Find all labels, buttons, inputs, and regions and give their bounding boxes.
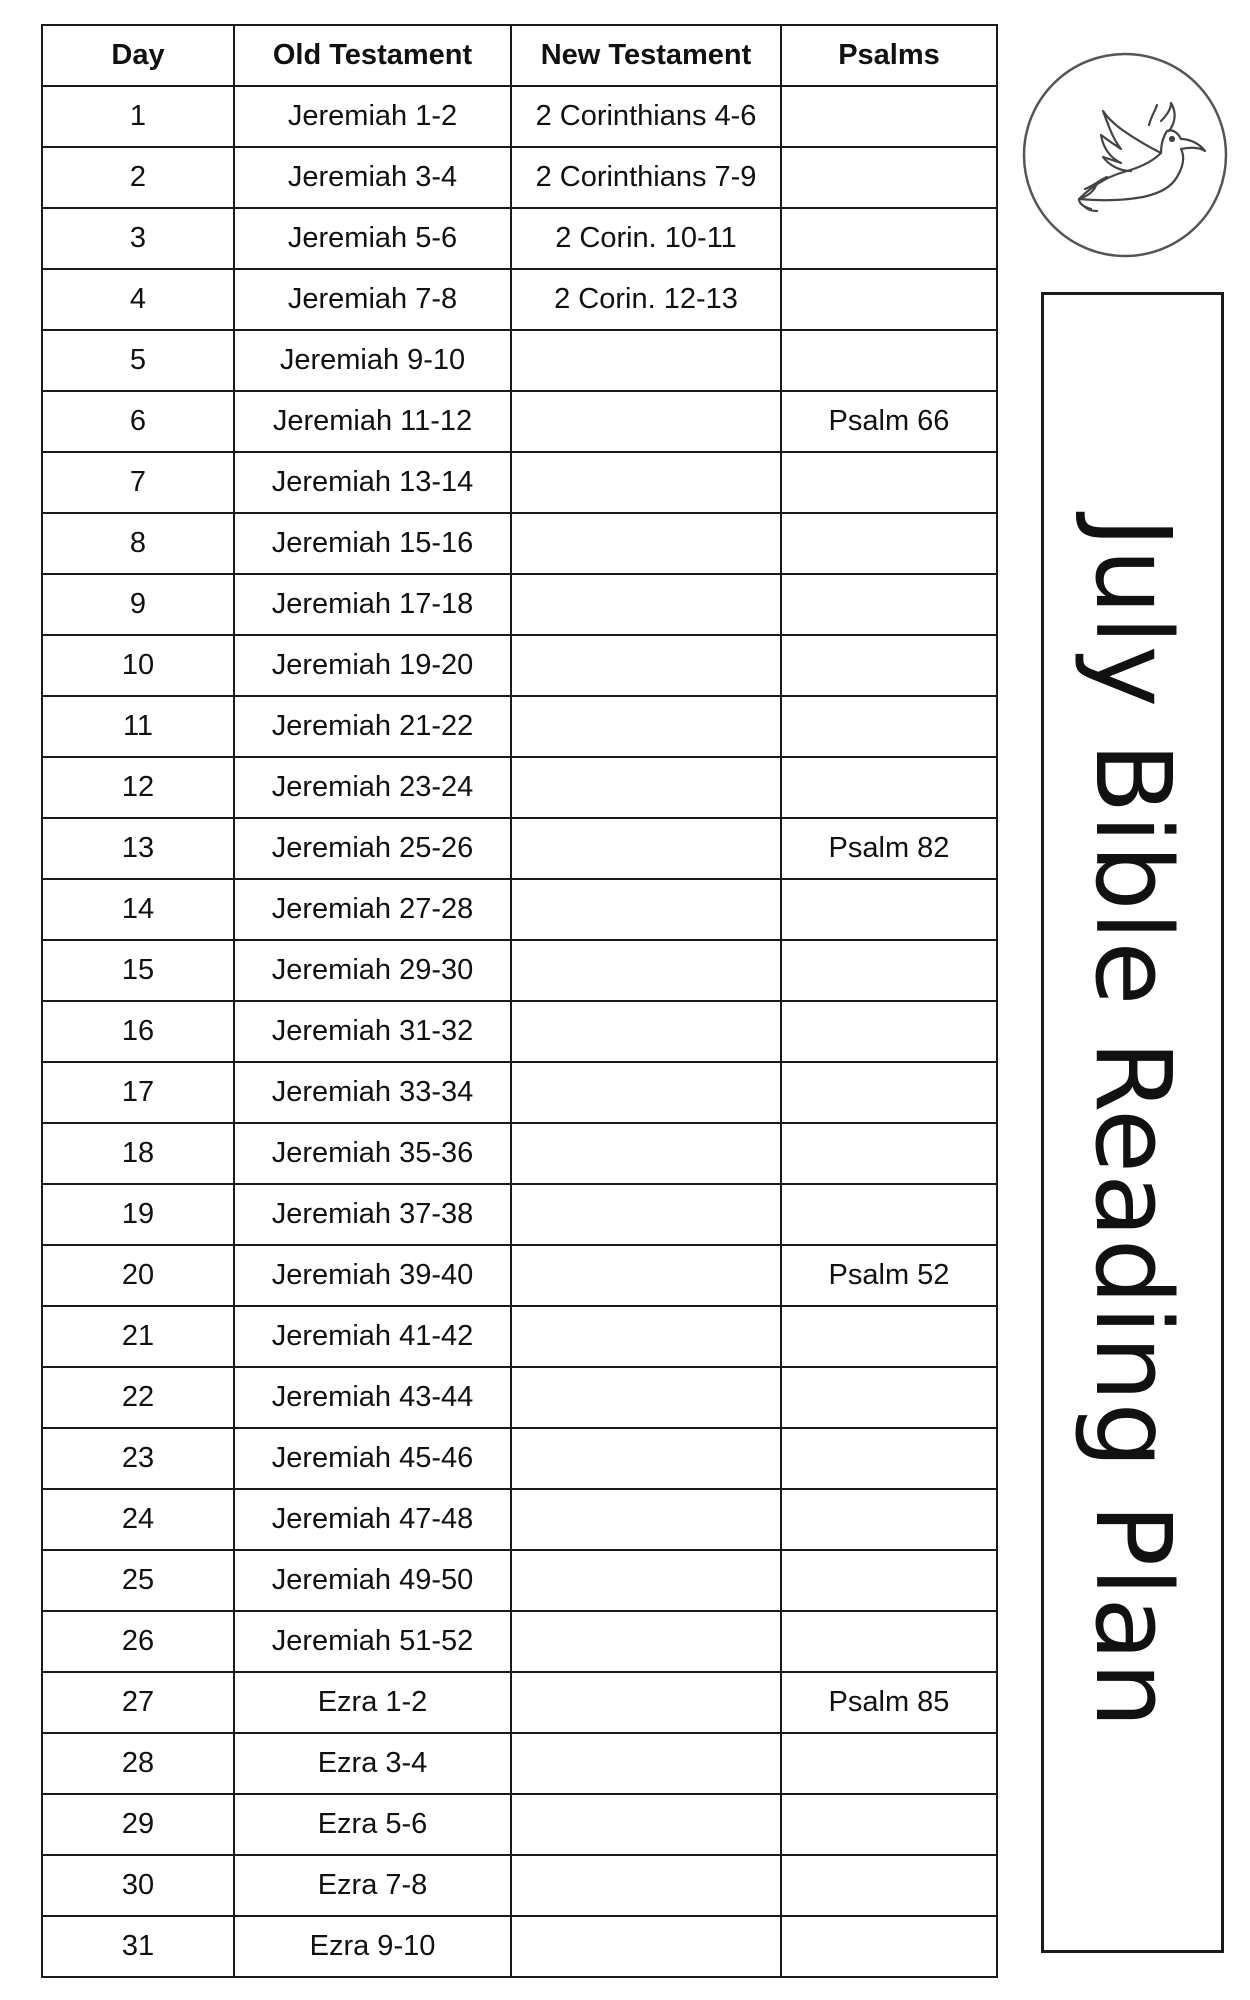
cell-psalms: Psalm 52 — [781, 1245, 997, 1306]
table-row — [42, 1855, 997, 1916]
cell-psalms — [781, 513, 997, 574]
cell-day: 1 — [42, 86, 234, 147]
table-row — [42, 940, 997, 1001]
cell-new-testament — [511, 1489, 781, 1550]
table-row — [42, 1062, 997, 1123]
cell-psalms — [781, 757, 997, 818]
reading-plan-table — [41, 24, 998, 1978]
cell-day: 10 — [42, 635, 234, 696]
cell-new-testament — [511, 1611, 781, 1672]
cell-psalms — [781, 1855, 997, 1916]
cell-psalms: Psalm 82 — [781, 818, 997, 879]
cell-psalms — [781, 635, 997, 696]
cell-day: 24 — [42, 1489, 234, 1550]
cell-old-testament: Jeremiah 37-38 — [234, 1184, 511, 1245]
table-row — [42, 574, 997, 635]
cell-new-testament — [511, 1123, 781, 1184]
table-row — [42, 635, 997, 696]
cell-psalms — [781, 879, 997, 940]
cell-old-testament: Ezra 5-6 — [234, 1794, 511, 1855]
cell-day: 17 — [42, 1062, 234, 1123]
cell-new-testament — [511, 1794, 781, 1855]
cell-new-testament — [511, 1855, 781, 1916]
cell-old-testament: Jeremiah 43-44 — [234, 1367, 511, 1428]
cell-new-testament — [511, 1184, 781, 1245]
cell-new-testament — [511, 1062, 781, 1123]
cell-psalms — [781, 1367, 997, 1428]
cell-new-testament: 2 Corin. 12-13 — [511, 269, 781, 330]
cell-psalms — [781, 86, 997, 147]
table-row — [42, 1489, 997, 1550]
header-new-testament: New Testament — [511, 25, 781, 86]
cell-old-testament: Ezra 7-8 — [234, 1855, 511, 1916]
cell-day: 20 — [42, 1245, 234, 1306]
cell-new-testament: 2 Corin. 10-11 — [511, 208, 781, 269]
cell-old-testament: Jeremiah 1-2 — [234, 86, 511, 147]
cell-psalms — [781, 1550, 997, 1611]
header-old-testament: Old Testament — [234, 25, 511, 86]
cell-day: 4 — [42, 269, 234, 330]
table-row — [42, 330, 997, 391]
cell-new-testament — [511, 757, 781, 818]
table-body — [42, 86, 997, 1977]
table-row — [42, 757, 997, 818]
cell-old-testament: Jeremiah 13-14 — [234, 452, 511, 513]
header-day: Day — [42, 25, 234, 86]
cell-day: 6 — [42, 391, 234, 452]
table-row — [42, 513, 997, 574]
cell-old-testament: Jeremiah 9-10 — [234, 330, 511, 391]
table-row — [42, 452, 997, 513]
table-row — [42, 1550, 997, 1611]
table-row — [42, 879, 997, 940]
table-row — [42, 1794, 997, 1855]
cell-new-testament — [511, 1672, 781, 1733]
table-row — [42, 1672, 997, 1733]
cell-day: 25 — [42, 1550, 234, 1611]
cell-day: 16 — [42, 1001, 234, 1062]
cell-old-testament: Jeremiah 3-4 — [234, 147, 511, 208]
cell-day: 5 — [42, 330, 234, 391]
cell-day: 26 — [42, 1611, 234, 1672]
cell-new-testament — [511, 635, 781, 696]
cell-new-testament — [511, 574, 781, 635]
cell-psalms — [781, 269, 997, 330]
cell-psalms: Psalm 85 — [781, 1672, 997, 1733]
cell-day: 18 — [42, 1123, 234, 1184]
cell-old-testament: Ezra 3-4 — [234, 1733, 511, 1794]
cell-psalms — [781, 696, 997, 757]
cell-old-testament: Jeremiah 17-18 — [234, 574, 511, 635]
cell-old-testament: Ezra 1-2 — [234, 1672, 511, 1733]
cell-new-testament — [511, 818, 781, 879]
cell-day: 23 — [42, 1428, 234, 1489]
cell-new-testament — [511, 1245, 781, 1306]
cell-old-testament: Jeremiah 31-32 — [234, 1001, 511, 1062]
cell-old-testament: Jeremiah 11-12 — [234, 391, 511, 452]
cell-psalms — [781, 330, 997, 391]
table-row — [42, 1611, 997, 1672]
cell-psalms — [781, 1062, 997, 1123]
cell-new-testament — [511, 1367, 781, 1428]
cell-old-testament: Jeremiah 27-28 — [234, 879, 511, 940]
table-row — [42, 208, 997, 269]
table-row — [42, 1733, 997, 1794]
dove-logo — [1021, 51, 1229, 259]
table-row — [42, 86, 997, 147]
cell-day: 30 — [42, 1855, 234, 1916]
table-row — [42, 1306, 997, 1367]
cell-psalms — [781, 1794, 997, 1855]
cell-old-testament: Jeremiah 21-22 — [234, 696, 511, 757]
table-row — [42, 269, 997, 330]
cell-day: 28 — [42, 1733, 234, 1794]
cell-new-testament — [511, 1001, 781, 1062]
cell-day: 14 — [42, 879, 234, 940]
cell-new-testament — [511, 1428, 781, 1489]
cell-new-testament — [511, 452, 781, 513]
cell-new-testament — [511, 1733, 781, 1794]
cell-day: 11 — [42, 696, 234, 757]
cell-new-testament — [511, 879, 781, 940]
table-row — [42, 391, 997, 452]
cell-old-testament: Ezra 9-10 — [234, 1916, 511, 1977]
dove-icon — [1021, 51, 1229, 259]
cell-new-testament — [511, 696, 781, 757]
table-row — [42, 1245, 997, 1306]
cell-new-testament — [511, 1916, 781, 1977]
cell-old-testament: Jeremiah 35-36 — [234, 1123, 511, 1184]
table-row — [42, 818, 997, 879]
cell-old-testament: Jeremiah 45-46 — [234, 1428, 511, 1489]
cell-day: 22 — [42, 1367, 234, 1428]
table-row — [42, 1367, 997, 1428]
cell-old-testament: Jeremiah 39-40 — [234, 1245, 511, 1306]
cell-new-testament — [511, 513, 781, 574]
cell-psalms — [781, 574, 997, 635]
table-row — [42, 696, 997, 757]
cell-psalms — [781, 940, 997, 1001]
cell-day: 31 — [42, 1916, 234, 1977]
cell-psalms — [781, 1428, 997, 1489]
cell-day: 3 — [42, 208, 234, 269]
cell-psalms — [781, 452, 997, 513]
cell-old-testament: Jeremiah 51-52 — [234, 1611, 511, 1672]
cell-new-testament — [511, 330, 781, 391]
cell-day: 21 — [42, 1306, 234, 1367]
table-row — [42, 1916, 997, 1977]
cell-psalms — [781, 1001, 997, 1062]
cell-day: 29 — [42, 1794, 234, 1855]
cell-new-testament — [511, 391, 781, 452]
cell-day: 8 — [42, 513, 234, 574]
cell-old-testament: Jeremiah 29-30 — [234, 940, 511, 1001]
cell-day: 7 — [42, 452, 234, 513]
cell-psalms — [781, 1123, 997, 1184]
cell-day: 27 — [42, 1672, 234, 1733]
title-panel — [1041, 292, 1224, 1953]
cell-day: 9 — [42, 574, 234, 635]
cell-psalms — [781, 1306, 997, 1367]
cell-old-testament: Jeremiah 41-42 — [234, 1306, 511, 1367]
cell-psalms — [781, 1184, 997, 1245]
page-title: July Bible Reading Plan — [1071, 516, 1194, 1729]
cell-day: 19 — [42, 1184, 234, 1245]
header-psalms: Psalms — [781, 25, 997, 86]
cell-old-testament: Jeremiah 25-26 — [234, 818, 511, 879]
table-row — [42, 147, 997, 208]
cell-psalms: Psalm 66 — [781, 391, 997, 452]
cell-psalms — [781, 1916, 997, 1977]
cell-old-testament: Jeremiah 33-34 — [234, 1062, 511, 1123]
cell-old-testament: Jeremiah 15-16 — [234, 513, 511, 574]
cell-old-testament: Jeremiah 47-48 — [234, 1489, 511, 1550]
cell-psalms — [781, 1489, 997, 1550]
cell-old-testament: Jeremiah 23-24 — [234, 757, 511, 818]
cell-day: 12 — [42, 757, 234, 818]
table-row — [42, 1428, 997, 1489]
cell-new-testament — [511, 940, 781, 1001]
cell-day: 2 — [42, 147, 234, 208]
cell-new-testament — [511, 1550, 781, 1611]
cell-day: 15 — [42, 940, 234, 1001]
table-row — [42, 1001, 997, 1062]
cell-day: 13 — [42, 818, 234, 879]
cell-new-testament — [511, 1306, 781, 1367]
cell-psalms — [781, 147, 997, 208]
table-row — [42, 1184, 997, 1245]
table-row — [42, 1123, 997, 1184]
cell-old-testament: Jeremiah 19-20 — [234, 635, 511, 696]
cell-new-testament: 2 Corinthians 7-9 — [511, 147, 781, 208]
cell-old-testament: Jeremiah 5-6 — [234, 208, 511, 269]
cell-old-testament: Jeremiah 7-8 — [234, 269, 511, 330]
cell-old-testament: Jeremiah 49-50 — [234, 1550, 511, 1611]
cell-psalms — [781, 208, 997, 269]
cell-psalms — [781, 1611, 997, 1672]
table-header-row — [42, 25, 997, 86]
cell-new-testament: 2 Corinthians 4-6 — [511, 86, 781, 147]
cell-psalms — [781, 1733, 997, 1794]
